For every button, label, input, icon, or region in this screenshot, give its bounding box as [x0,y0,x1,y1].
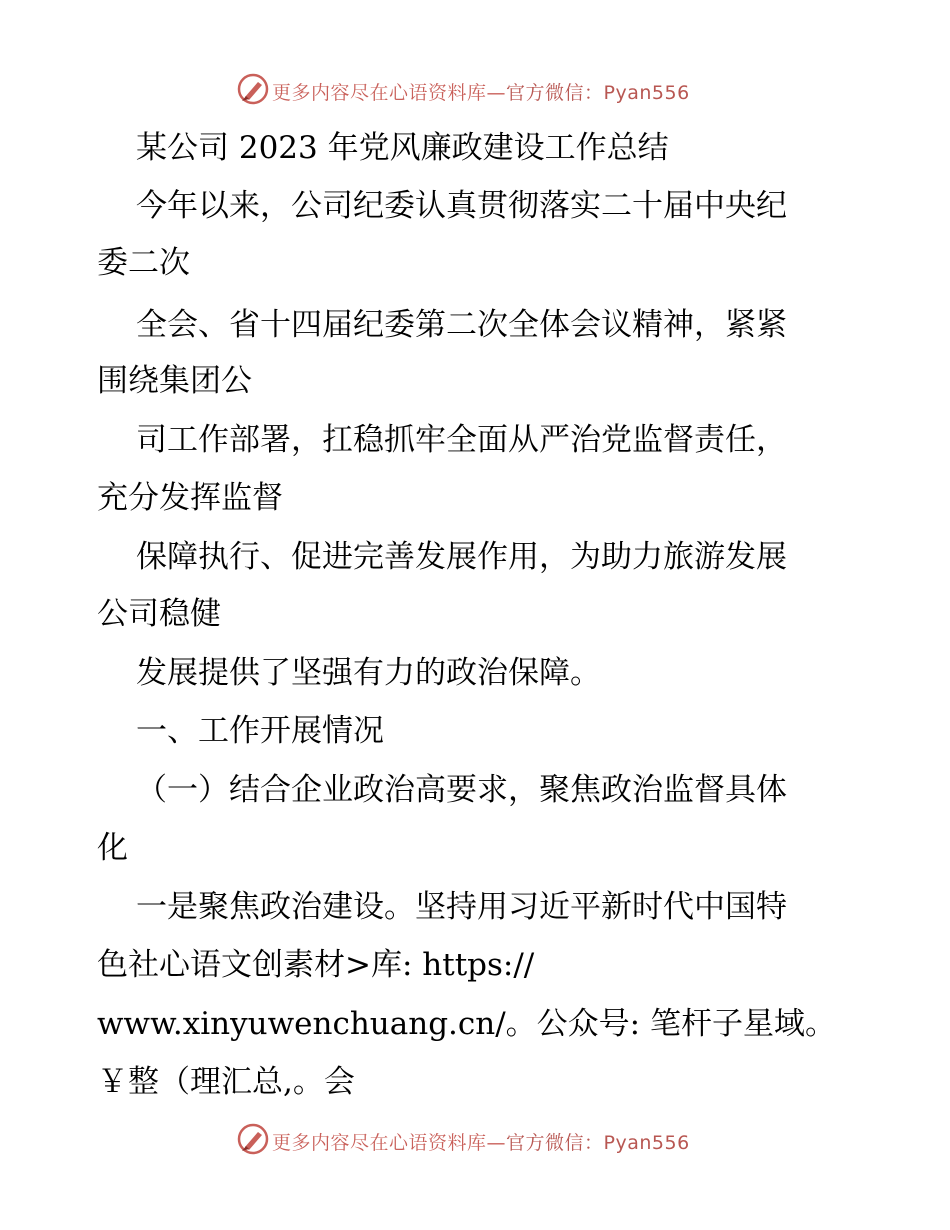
banner-text: 更多内容尽在心语资料库—官方微信：Pyan556 [272,82,690,104]
header-watermark-banner [0,70,950,110]
paragraph-line: 司工作部署，扛稳抓牢全面从严治党监督责任， [136,422,787,458]
footer-watermark-banner [0,1120,950,1160]
banner-text: 更多内容尽在心语资料库—官方微信：Pyan556 [272,1132,690,1154]
paragraph-line: 一是聚焦政治建设。坚持用习近平新时代中国特 [136,889,787,925]
pen-logo-icon [236,72,270,106]
paragraph-line: 充分发挥监督 [97,480,283,516]
paragraph-line: 发展提供了坚强有力的政治保障。 [136,655,601,691]
subsection-heading-continued: 化 [97,830,128,866]
paragraph-line: 委二次 [97,245,190,281]
paragraph-line: ￥整（理汇总,。会 [97,1064,355,1100]
paragraph-line: 全会、省十四届纪委第二次全体会议精神，紧紧 [136,307,787,343]
paragraph-line: 公司稳健 [97,596,221,632]
paragraph-line: 今年以来，公司纪委认真贯彻落实二十届中央纪 [136,188,787,224]
paragraph-line: www.xinyuwenchuang.cn/。公众号: 笔杆子星域。 [97,1006,836,1042]
paragraph-line: 围绕集团公 [97,363,252,399]
paragraph-line: 色社心语文创素材>库: https:// [97,947,535,983]
document-title: 某公司 2023 年党风廉政建设工作总结 [136,130,669,166]
section-heading: 一、工作开展情况 [136,713,384,749]
pen-logo-icon [236,1122,270,1156]
subsection-heading: （一）结合企业政治高要求，聚焦政治监督具体 [136,772,787,808]
paragraph-line: 保障执行、促进完善发展作用，为助力旅游发展 [136,539,787,575]
